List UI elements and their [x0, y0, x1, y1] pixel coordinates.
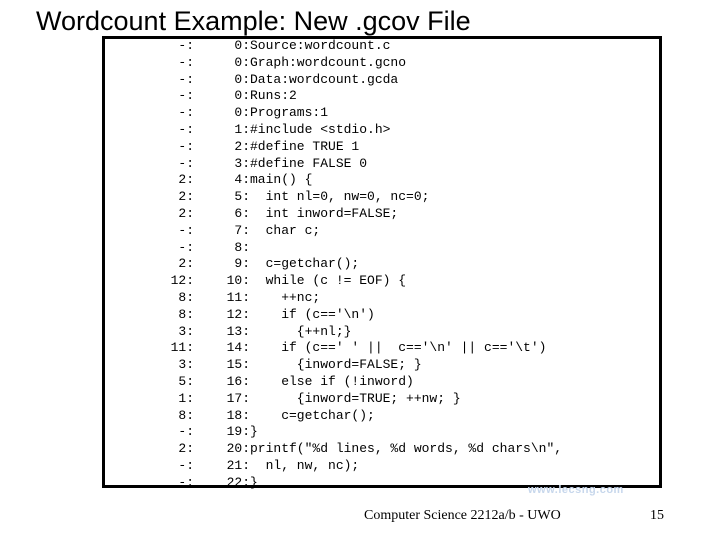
line-number: 11: — [226, 289, 250, 305]
line-number: 0: — [234, 54, 250, 70]
line-number: 8: — [234, 239, 250, 255]
source-text: nl, nw, nc); — [250, 457, 360, 473]
footer-text: Computer Science 2212a/b - UWO — [364, 508, 561, 523]
page-number: 15 — [650, 508, 664, 523]
execution-count: 2: — [178, 441, 194, 457]
execution-count: -: — [178, 155, 194, 171]
source-text: while (c != EOF) { — [250, 273, 407, 289]
line-number: 7: — [234, 222, 250, 238]
source-text: #define TRUE 1 — [250, 138, 360, 154]
source-text: int nl=0, nw=0, nc=0; — [250, 189, 430, 205]
source-text: if (c=='\n') — [250, 306, 375, 322]
line-number: 0: — [234, 38, 250, 53]
source-text: {inword=TRUE; ++nw; } — [250, 390, 461, 406]
execution-count: 2: — [178, 172, 194, 188]
execution-count: -: — [178, 138, 194, 154]
source-text: {inword=FALSE; } — [250, 357, 422, 373]
line-number: 0: — [234, 88, 250, 104]
line-number: 5: — [234, 189, 250, 205]
line-number: 13: — [226, 323, 250, 339]
source-text: int inword=FALSE; — [250, 205, 399, 221]
line-number: 0: — [234, 105, 250, 121]
execution-count: -: — [178, 474, 194, 490]
line-number: 10: — [226, 273, 250, 289]
line-number: 2: — [234, 138, 250, 154]
line-number: 3: — [234, 155, 250, 171]
source-text: } — [250, 424, 258, 440]
execution-count: -: — [178, 88, 194, 104]
execution-count: 2: — [178, 189, 194, 205]
execution-count: -: — [178, 121, 194, 137]
execution-count: -: — [178, 54, 194, 70]
execution-count: -: — [178, 38, 194, 53]
execution-count: 1: — [178, 390, 194, 406]
source-text: main() { — [250, 172, 313, 188]
source-text: c=getchar(); — [250, 407, 375, 423]
execution-count: -: — [178, 424, 194, 440]
execution-count: -: — [178, 222, 194, 238]
source-text: Data:wordcount.gcda — [250, 71, 399, 87]
source-text: Programs:1 — [250, 105, 329, 121]
execution-count: 3: — [178, 323, 194, 339]
line-number: 19: — [226, 424, 250, 440]
source-text: ++nc; — [250, 289, 321, 305]
execution-count: 2: — [178, 205, 194, 221]
execution-count: 5: — [178, 373, 194, 389]
execution-count: 3: — [178, 357, 194, 373]
line-number: 17: — [226, 390, 250, 406]
line-number: 15: — [226, 357, 250, 373]
source-text: } — [250, 474, 258, 490]
execution-count: 11: — [170, 340, 194, 356]
execution-count: -: — [178, 457, 194, 473]
line-number: 18: — [226, 407, 250, 423]
source-text: if (c==' ' || c=='\n' || c=='\t') — [250, 340, 547, 356]
line-number: 14: — [226, 340, 250, 356]
execution-count: -: — [178, 105, 194, 121]
watermark: www.lecsng.com — [528, 484, 624, 496]
slide-title: Wordcount Example: New .gcov File — [36, 6, 471, 36]
execution-count: 12: — [170, 273, 194, 289]
source-text: else if (!inword) — [250, 373, 414, 389]
source-text: {++nl;} — [250, 323, 352, 339]
line-number: 6: — [234, 205, 250, 221]
source-text: #define FALSE 0 — [250, 155, 368, 171]
line-number: 4: — [234, 172, 250, 188]
line-number: 22: — [226, 474, 250, 490]
source-text: printf("%d lines, %d words, %d chars\n", — [250, 441, 563, 457]
line-number: 12: — [226, 306, 250, 322]
line-number: 9: — [234, 256, 250, 272]
source-text: Runs:2 — [250, 88, 297, 104]
source-text: Graph:wordcount.gcno — [250, 54, 407, 70]
execution-count: -: — [178, 71, 194, 87]
source-text: Source:wordcount.c — [250, 38, 391, 53]
execution-count: 8: — [178, 407, 194, 423]
source-text: c=getchar(); — [250, 256, 360, 272]
line-number: 21: — [226, 457, 250, 473]
line-number: 0: — [234, 71, 250, 87]
line-number: 1: — [234, 121, 250, 137]
source-text: char c; — [250, 222, 321, 238]
execution-count: 8: — [178, 289, 194, 305]
source-text: #include <stdio.h> — [250, 121, 391, 137]
execution-count: 2: — [178, 256, 194, 272]
line-number: 20: — [226, 441, 250, 457]
execution-count: 8: — [178, 306, 194, 322]
execution-count: -: — [178, 239, 194, 255]
line-number: 16: — [226, 373, 250, 389]
